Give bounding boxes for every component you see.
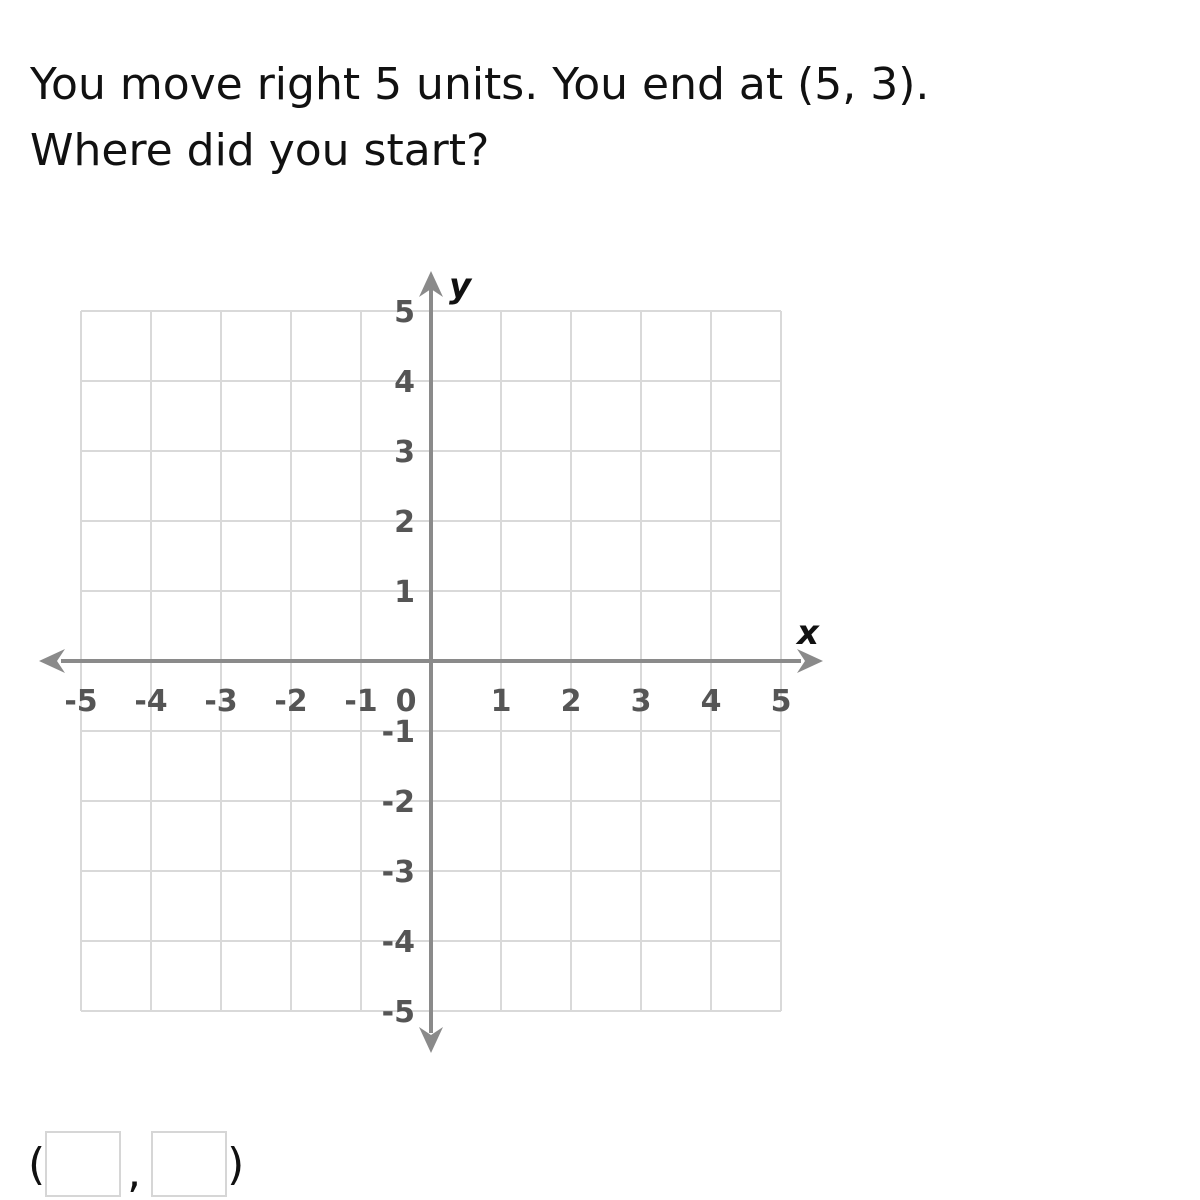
x-tick-label: 2 — [560, 684, 582, 719]
question-line-1: You move right 5 units. You end at (5, 3). — [30, 59, 930, 110]
x-tick-label: -3 — [204, 684, 238, 719]
x-axis-label: x — [797, 613, 819, 653]
open-paren: ( — [28, 1138, 46, 1190]
axes — [39, 271, 823, 1053]
y-tick-label: 4 — [394, 365, 415, 400]
y-axis-label: y — [449, 266, 472, 306]
y-coordinate-input[interactable] — [151, 1131, 227, 1197]
y-tick-label: 5 — [394, 295, 415, 330]
question-line-2: Where did you start? — [30, 125, 490, 176]
origin-label: 0 — [395, 684, 417, 719]
y-tick-label: -2 — [381, 785, 415, 820]
x-tick-label: 5 — [770, 684, 792, 719]
comma: , — [127, 1146, 142, 1198]
y-tick-label: -5 — [381, 995, 415, 1030]
y-tick-label: -1 — [381, 715, 415, 750]
y-tick-label: 2 — [394, 505, 415, 540]
y-tick-label: -3 — [381, 855, 415, 890]
x-tick-label: -5 — [64, 684, 98, 719]
x-tick-label: 4 — [700, 684, 722, 719]
x-tick-label: -4 — [134, 684, 168, 719]
x-tick-label: 3 — [630, 684, 652, 719]
answer-row — [28, 1128, 244, 1200]
x-tick-label: -1 — [344, 684, 378, 719]
y-tick-label: 3 — [394, 435, 415, 470]
y-tick-label: 1 — [394, 575, 415, 610]
x-coordinate-input[interactable] — [45, 1131, 121, 1197]
x-tick-label: -2 — [274, 684, 308, 719]
y-tick-label: -4 — [381, 925, 415, 960]
close-paren: ) — [227, 1138, 245, 1190]
x-tick-label: 1 — [490, 684, 512, 719]
